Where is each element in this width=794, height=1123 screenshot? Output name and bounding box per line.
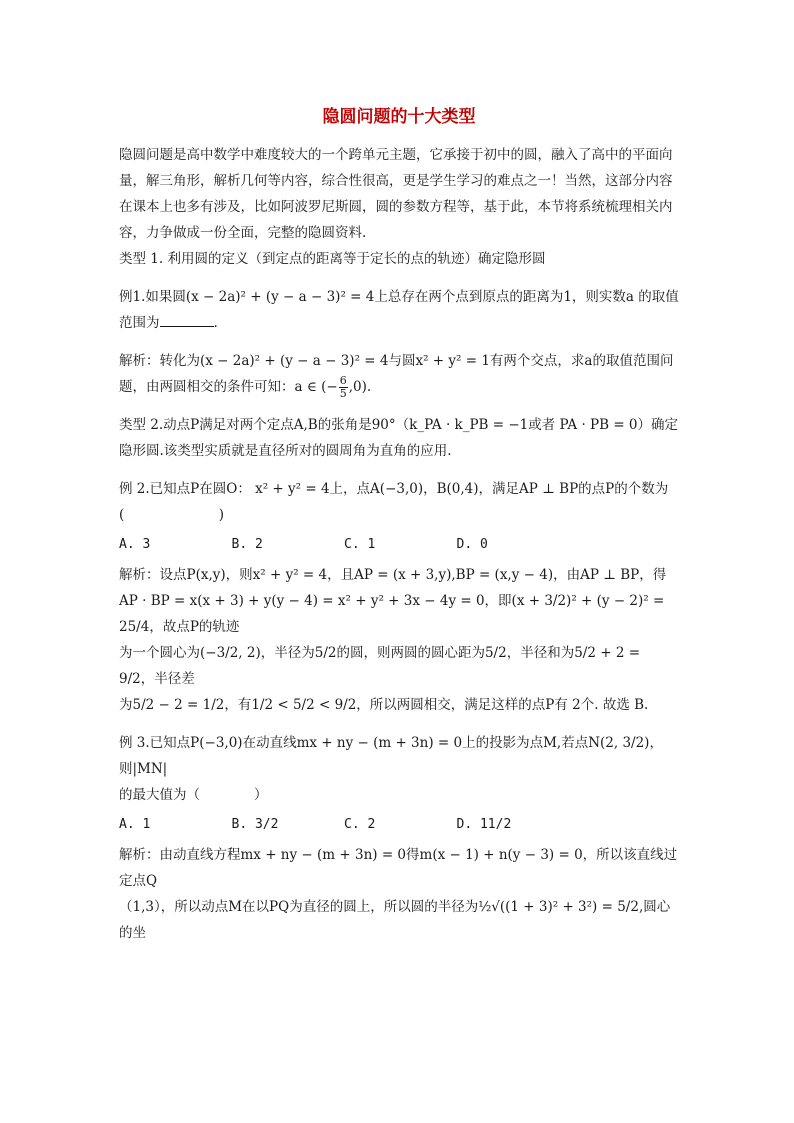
intro-paragraph: 隐圆问题是高中数学中难度较大的一个跨单元主题，它承接于初中的圆，融入了高中的平面向量，解三角形，解析几何等内容，综合性很高，更是学生学习的难点之一！当然，这部分内容在课本上也多有涉及，比如阿波罗尼斯圆，圆的参数方程等，基于此，本节将系统梳理相关内容，力争做成一份全面，完整的隐圆资料.: [119, 147, 673, 241]
example3-question: 例 3.已知点P(−3,0)在动直线mx + ny − (m + 3n) = 0上的投影为点M,若点N(2, 3/2)，则|MN|: [119, 735, 663, 777]
example1-solution: [119, 348, 679, 400]
example3-options: [119, 812, 569, 838]
example3-question-line2: 的最大值为（ ）: [119, 787, 268, 803]
page-title: 隐圆问题的十大类型: [322, 107, 476, 127]
example2-paren: ( ): [119, 507, 225, 523]
option-d: D. 0: [456, 537, 488, 552]
example2-solution-line2: AP · BP = x(x + 3) + y(y − 4) = x² + y² + 3x − 4y = 0，即(x + 3/2)² + (y − 2)² = 25/4，故点P的轨迹: [119, 593, 665, 635]
option-b: B. 3/2: [231, 817, 279, 832]
fraction-numerator: 6: [339, 374, 347, 387]
type1-heading: 类型 1. 利用圆的定义（到定点的距离等于定长的点的轨迹）确定隐形圆: [119, 251, 546, 267]
option-c: C. 1: [344, 537, 376, 552]
example1-end: .: [213, 315, 218, 331]
example1-solution-end: ,0).: [348, 379, 372, 395]
option-d: D. 11/2: [456, 817, 512, 832]
fraction: [339, 375, 348, 400]
option-b: B. 2: [231, 537, 263, 552]
example2-options: [119, 532, 569, 558]
example2-solution-line1: 解析：设点P(x,y)，则x² + y² = 4，且AP = (x + 3,y),BP = (x,y − 4)，由AP ⊥ BP，得: [119, 567, 667, 583]
example1-question: [119, 284, 679, 336]
option-a: A. 1: [119, 817, 151, 832]
example2-solution-line3: 为一个圆心为(−3/2, 2)，半径为5/2的圆，则两圆的圆心距为5/2，半径和为5/2 + 2 = 9/2，半径差: [119, 645, 641, 687]
option-c: C. 2: [344, 817, 376, 832]
example1-text: 例1.如果圆(x − 2a)² + (y − a − 3)² = 4上总存在两个点到原点的距离为1，则实数a 的取值范围为: [119, 289, 679, 331]
example1-solution-text: 解析：转化为(x − 2a)² + (y − a − 3)² = 4与圆x² + y² = 1有两个交点，求a的取值范围问题，由两圆相交的条件可知：a ∈ (−: [119, 353, 674, 395]
option-a: A. 3: [119, 537, 151, 552]
example2-question: 例 2.已知点P在圆O： x² + y² = 4上，点A(−3,0)，B(0,4)，满足AP ⊥ BP的点P的个数为: [119, 481, 669, 497]
example3-solution-line1: 解析：由动直线方程mx + ny − (m + 3n) = 0得m(x − 1) + n(y − 3) = 0，所以该直线过定点Q: [119, 847, 678, 889]
example3-solution-line2: （1,3），所以动点M在以PQ为直径的圆上，所以圆的半径为½√((1 + 3)² + 3²) = 5/2,圆心的坐: [119, 899, 671, 941]
document-body: [119, 100, 679, 946]
answer-blank: [160, 312, 214, 327]
type2-heading: 类型 2.动点P满足对两个定点A,B的张角是90°（k_PA · k_PB = −1或者 PA · PB = 0）确定隐形圆.该类型实质就是直径所对的圆周角为直角的应用.: [119, 417, 679, 459]
fraction-denominator: 5: [339, 387, 347, 400]
example2-solution-line4: 为5/2 − 2 = 1/2，有1/2 < 5/2 < 9/2，所以两圆相交，满足这样的点P有 2个. 故选 B.: [119, 697, 649, 713]
